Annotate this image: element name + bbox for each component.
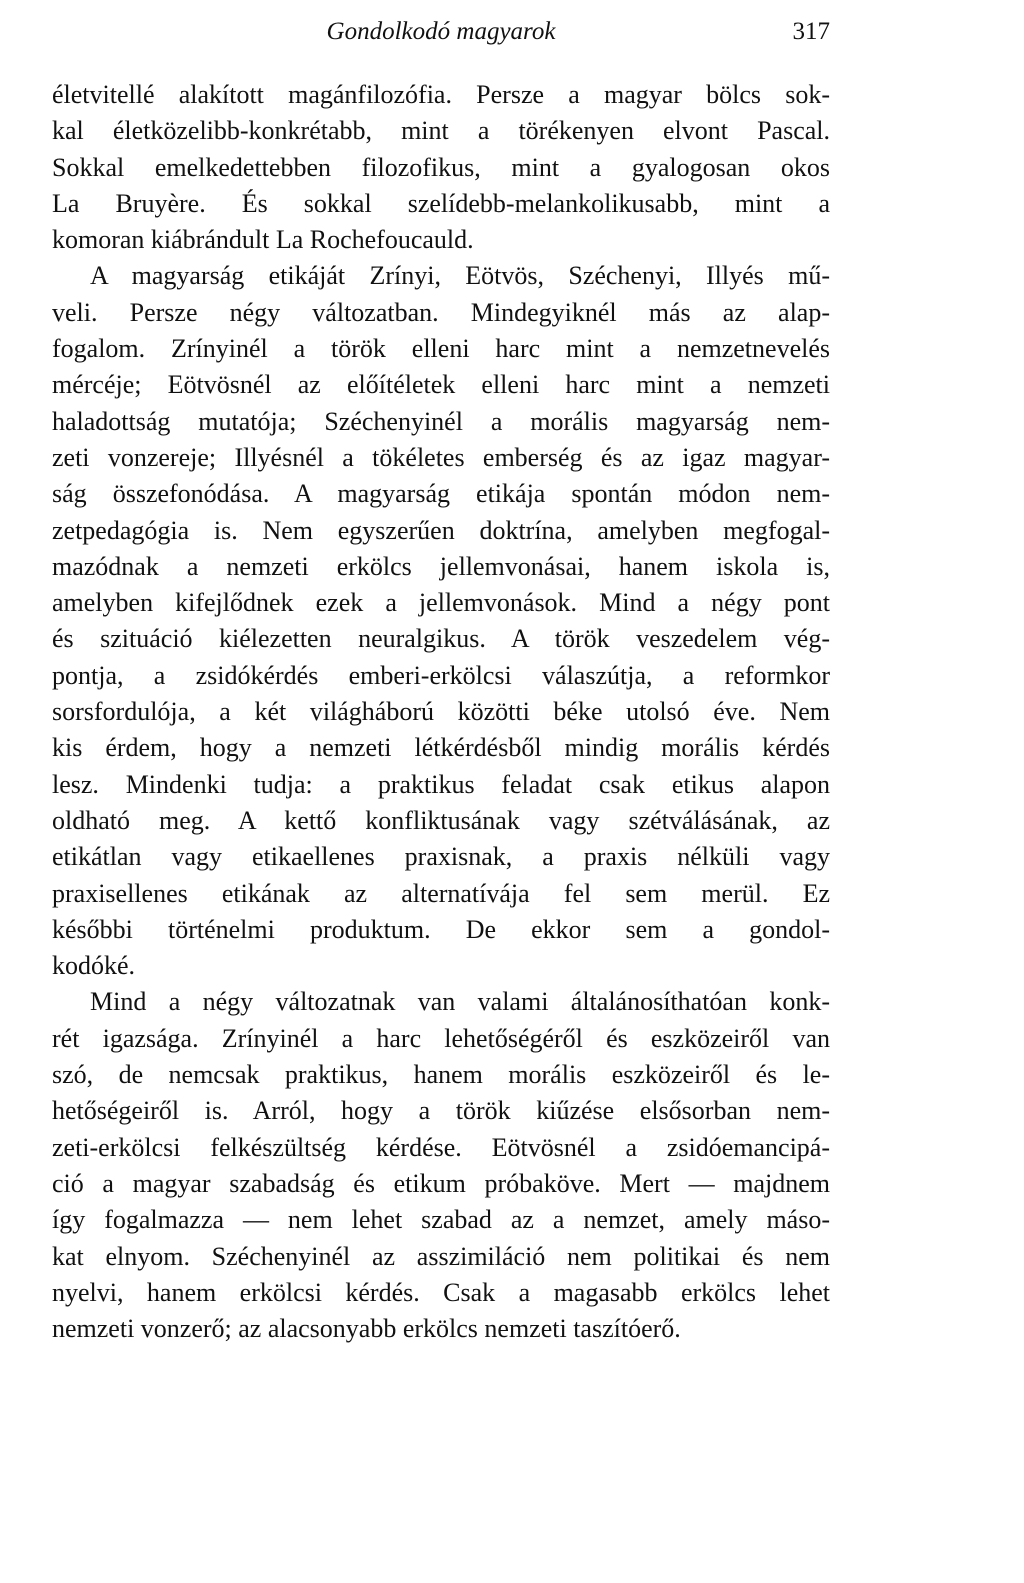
- text-line: oldható meg. A kettő konfliktusának vagy szétválásának, az: [52, 805, 830, 835]
- text-line: hetőségeiről is. Arról, hogy a török kiűzése elsősorban nem-: [52, 1096, 830, 1126]
- text-line: lesz. Mindenki tudja: a praktikus feladat csak etikus alapon: [52, 769, 830, 799]
- text-line: nyelvi, hanem erkölcsi kérdés. Csak a magasabb erkölcs lehet: [52, 1277, 830, 1307]
- text-line: szó, de nemcsak praktikus, hanem morális eszközeiről és le-: [52, 1060, 830, 1090]
- text-line: és szituáció kiélezetten neuralgikus. A török veszedelem vég-: [52, 624, 830, 654]
- text-line: sorsfordulója, a két világháború közötti béke utolsó éve. Nem: [52, 697, 830, 727]
- text-line: mazódnak a nemzeti erkölcs jellemvonásai, hanem iskola is,: [52, 551, 830, 581]
- running-title: Gondolkodó magyarok: [326, 18, 556, 45]
- text-line: haladottság mutatója; Széchenyinél a morális magyarság nem-: [52, 406, 830, 436]
- text-line: kal életközelibb-konkrétabb, mint a törékenyen elvont Pascal.: [52, 116, 830, 146]
- text-line: kodóké.: [52, 951, 136, 981]
- text-line: etikátlan vagy etikaellenes praxisnak, a praxis nélküli vagy: [52, 842, 830, 872]
- page-number: 317: [792, 18, 830, 45]
- text-line: La Bruyère. És sokkal szelídebb-melankolikusabb, mint a: [52, 188, 830, 218]
- paragraph: [52, 984, 830, 1347]
- text-line: kis érdem, hogy a nemzeti létkérdésből mindig morális kérdés: [52, 733, 830, 763]
- text-line: ció a magyar szabadság és etikum próbaköve. Mert — majdnem: [52, 1168, 830, 1198]
- text-line: rét igazsága. Zrínyinél a harc lehetőségéről és eszközeiről van: [52, 1023, 830, 1053]
- text-line: kat elnyom. Széchenyinél az asszimiláció nem politikai és nem: [52, 1241, 830, 1271]
- book-page: [52, 0, 830, 1583]
- text-line: nemzeti vonzerő; az alacsonyabb erkölcs nemzeti taszítóerő.: [52, 1314, 681, 1344]
- text-line: ság összefonódása. A magyarság etikája spontán módon nem-: [52, 479, 830, 509]
- text-line: amelyben kifejlődnek ezek a jellemvonások. Mind a négy pont: [52, 588, 830, 618]
- running-head: [52, 14, 830, 50]
- text-line: életvitellé alakított magánfilozófia. Persze a magyar bölcs sok-: [52, 80, 830, 109]
- text-line: fogalom. Zrínyinél a török elleni harc mint a nemzetnevelés: [52, 334, 830, 364]
- body-text: [52, 77, 830, 1347]
- text-line: veli. Persze négy változatban. Mindegyiknél más az alap-: [52, 297, 830, 327]
- text-line: pontja, a zsidókérdés emberi-erkölcsi válaszútja, a reformkor: [52, 660, 830, 690]
- text-line: Sokkal emelkedettebben filozofikus, mint a gyalogosan okos: [52, 152, 830, 182]
- text-line: praxisellenes etikának az alternatívája fel sem merül. Ez: [52, 878, 830, 908]
- text-line: Mind a négy változatnak van valami általánosíthatóan konk-: [90, 987, 830, 1017]
- text-line: zeti vonzereje; Illyésnél a tökéletes emberség és az igaz magyar-: [52, 442, 830, 472]
- paragraph: [52, 258, 830, 984]
- text-line: későbbi történelmi produktum. De ekkor sem a gondol-: [52, 914, 830, 944]
- text-line: A magyarság etikáját Zrínyi, Eötvös, Széchenyi, Illyés mű-: [90, 261, 830, 291]
- text-line: zetpedagógia is. Nem egyszerűen doktrína, amelyben megfogal-: [52, 515, 830, 545]
- text-line: zeti-erkölcsi felkészültség kérdése. Eötvösnél a zsidóemancipá-: [52, 1132, 830, 1162]
- text-line: így fogalmazza — nem lehet szabad az a nemzet, amely máso-: [52, 1205, 830, 1235]
- text-line: mércéje; Eötvösnél az előítéletek elleni harc mint a nemzeti: [52, 370, 830, 400]
- text-line: komoran kiábrándult La Rochefoucauld.: [52, 225, 474, 255]
- paragraph: [52, 77, 830, 258]
